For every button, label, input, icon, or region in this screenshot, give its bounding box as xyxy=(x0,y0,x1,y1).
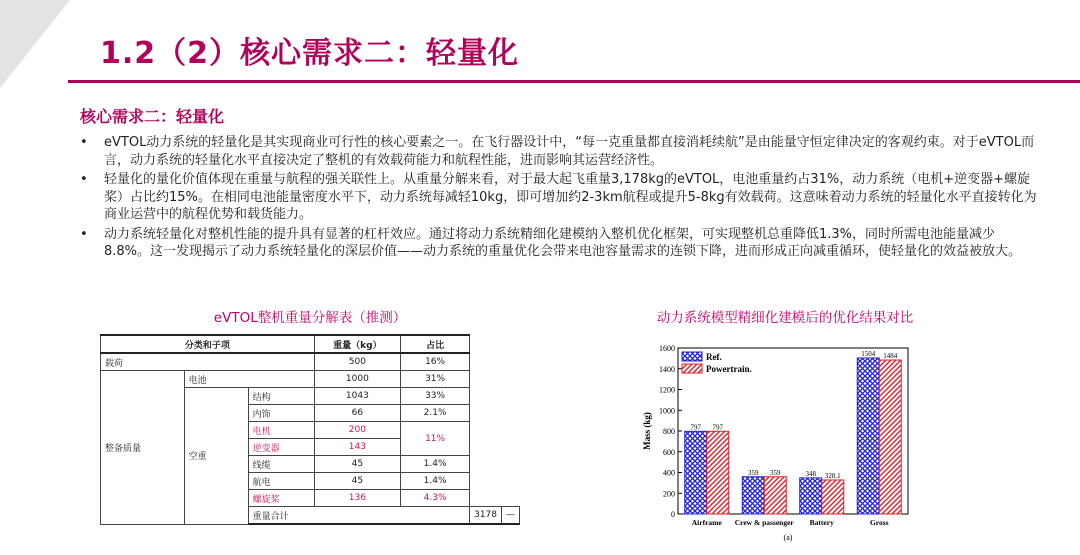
bullet-dot: • xyxy=(80,226,88,242)
row-label: 电池 xyxy=(184,371,314,388)
bar-ref xyxy=(857,358,879,514)
table-header-weight: 重量（kg） xyxy=(314,335,400,353)
table-header-share: 占比 xyxy=(401,335,470,353)
bullet-item xyxy=(80,171,1040,224)
bullet-dot: • xyxy=(80,135,88,150)
bar-value-label: 359 xyxy=(770,468,781,477)
x-tick-label: Airframe xyxy=(691,518,722,527)
share-cell: 1.4% xyxy=(401,456,470,473)
mass-comparison-chart xyxy=(640,336,920,546)
legend-swatch xyxy=(682,364,702,373)
bar-ref xyxy=(685,431,707,514)
weight-cell: 1043 xyxy=(314,388,400,405)
share-cell: — xyxy=(502,507,520,525)
table-header-row xyxy=(101,335,520,353)
y-tick-label: 400 xyxy=(663,468,675,478)
row-label: 载荷 xyxy=(101,353,315,371)
bar-ref xyxy=(742,477,764,514)
bar-powertrain xyxy=(764,477,786,514)
bullet-list xyxy=(80,134,1040,263)
bar-value-label: 359 xyxy=(748,468,759,477)
y-tick-label: 1000 xyxy=(659,406,675,416)
legend-label: Ref. xyxy=(706,352,722,362)
weight-cell: 136 xyxy=(314,490,400,507)
section-heading: 核心需求二：轻量化 xyxy=(80,107,225,126)
x-tick-label: Crew & passenger xyxy=(734,518,794,527)
bullet-item xyxy=(80,226,1040,261)
row-label: 内饰 xyxy=(248,405,314,422)
bar-powertrain xyxy=(879,360,901,514)
bullet-item xyxy=(80,134,1040,169)
y-tick-label: 1200 xyxy=(659,385,675,395)
row-label: 重量合计 xyxy=(248,507,470,525)
legend-swatch xyxy=(682,352,702,361)
weight-cell: 500 xyxy=(314,353,400,371)
row-label: 结构 xyxy=(248,388,314,405)
bar-value-label: 1504 xyxy=(861,349,876,358)
x-tick-label: Battery xyxy=(809,518,834,527)
share-cell: 1.4% xyxy=(401,473,470,490)
table-row xyxy=(101,353,520,371)
bar-value-label: 328.1 xyxy=(824,471,841,480)
y-tick-label: 600 xyxy=(663,447,675,457)
weight-cell: 45 xyxy=(314,456,400,473)
table-header-category: 分类和子项 xyxy=(101,335,315,353)
bullet-text: 轻量化的量化价值体现在重量与航程的强关联性上。从重量分解来看，对于最大起飞重量3,178kg的eVTOL，电池重量约占31%，动力系统（电机+逆变器+螺旋桨）占比约15%。在相同电池能量密度水平下，动力系统每减轻10kg，即可增加约2-3km航程或提升5-8kg有效载荷。这意味着动力系统的轻量化水平直接转化为商业运营中的航程优势和载货能力。 xyxy=(104,172,1037,222)
x-axis-label: (a) xyxy=(783,533,793,542)
bullet-dot: • xyxy=(80,172,88,187)
row-label: 电机 xyxy=(248,422,314,439)
bullet-text: 动力系统轻量化对整机性能的提升具有显著的杠杆效应。通过将动力系统精细化建模纳入整机优化框架，可实现整机总重降低1.3%，同时所需电池能量减少8.8%。这一发现揭示了动力系统轻量化的深层价值——动力系统的重量优化会带来电池容量需求的连锁下降，进而形成正向减重循环，使轻量化的效益被放大。 xyxy=(104,226,1022,259)
row-label: 线缆 xyxy=(248,456,314,473)
share-cell: 11% xyxy=(401,422,470,456)
bullet-text: eVTOL动力系统的轻量化是其实现商业可行性的核心要素之一。在飞行器设计中，“每一克重量都直接消耗续航”是由能量守恒定律决定的客观约束。对于eVTOL而言，动力系统的轻量化水平直接决定了整机的有效载荷能力和航程性能，进而影响其运营经济性。 xyxy=(104,135,1035,168)
table-caption: eVTOL整机重量分解表（推测） xyxy=(213,310,407,326)
y-tick-label: 0 xyxy=(671,510,675,519)
x-tick-label: Gross xyxy=(869,518,889,527)
weight-cell: 45 xyxy=(314,473,400,490)
share-cell: 33% xyxy=(401,388,470,405)
bar-value-label: 797 xyxy=(690,423,701,432)
y-tick-label: 1600 xyxy=(659,344,675,353)
row-label: 逆变器 xyxy=(248,439,314,456)
share-cell: 4.3% xyxy=(401,490,470,507)
weight-breakdown-table xyxy=(100,334,520,525)
weight-cell: 3178 xyxy=(470,507,502,525)
y-tick-label: 200 xyxy=(663,489,675,499)
bar-value-label: 797 xyxy=(712,423,723,432)
legend-label: Powertrain. xyxy=(706,364,752,374)
bar-powertrain xyxy=(822,480,844,514)
row-label: 航电 xyxy=(248,473,314,490)
corner-decoration xyxy=(0,0,70,88)
page-title: 1.2（2）核心需求二：轻量化 xyxy=(100,36,520,71)
y-tick-label: 1400 xyxy=(659,364,675,374)
weight-cell: 143 xyxy=(314,439,400,456)
weight-cell: 66 xyxy=(314,405,400,422)
row-subgroup-label: 空重 xyxy=(184,388,248,525)
bar-value-label: 1484 xyxy=(883,352,898,361)
bar-value-label: 348 xyxy=(805,469,816,478)
table-row xyxy=(101,371,520,388)
weight-cell: 1000 xyxy=(314,371,400,388)
weight-cell: 200 xyxy=(314,422,400,439)
row-label: 螺旋桨 xyxy=(248,490,314,507)
bar-ref xyxy=(800,478,822,514)
bar-powertrain xyxy=(707,431,729,514)
row-group-label: 整备质量 xyxy=(101,371,185,525)
y-tick-label: 800 xyxy=(663,427,675,436)
chart-caption: 动力系统模型精细化建模后的优化结果对比 xyxy=(656,310,914,326)
share-cell: 2.1% xyxy=(401,405,470,422)
y-axis-label: Mass (kg) xyxy=(642,412,652,450)
share-cell: 16% xyxy=(401,353,470,371)
title-divider xyxy=(68,80,1080,83)
share-cell: 31% xyxy=(401,371,470,388)
